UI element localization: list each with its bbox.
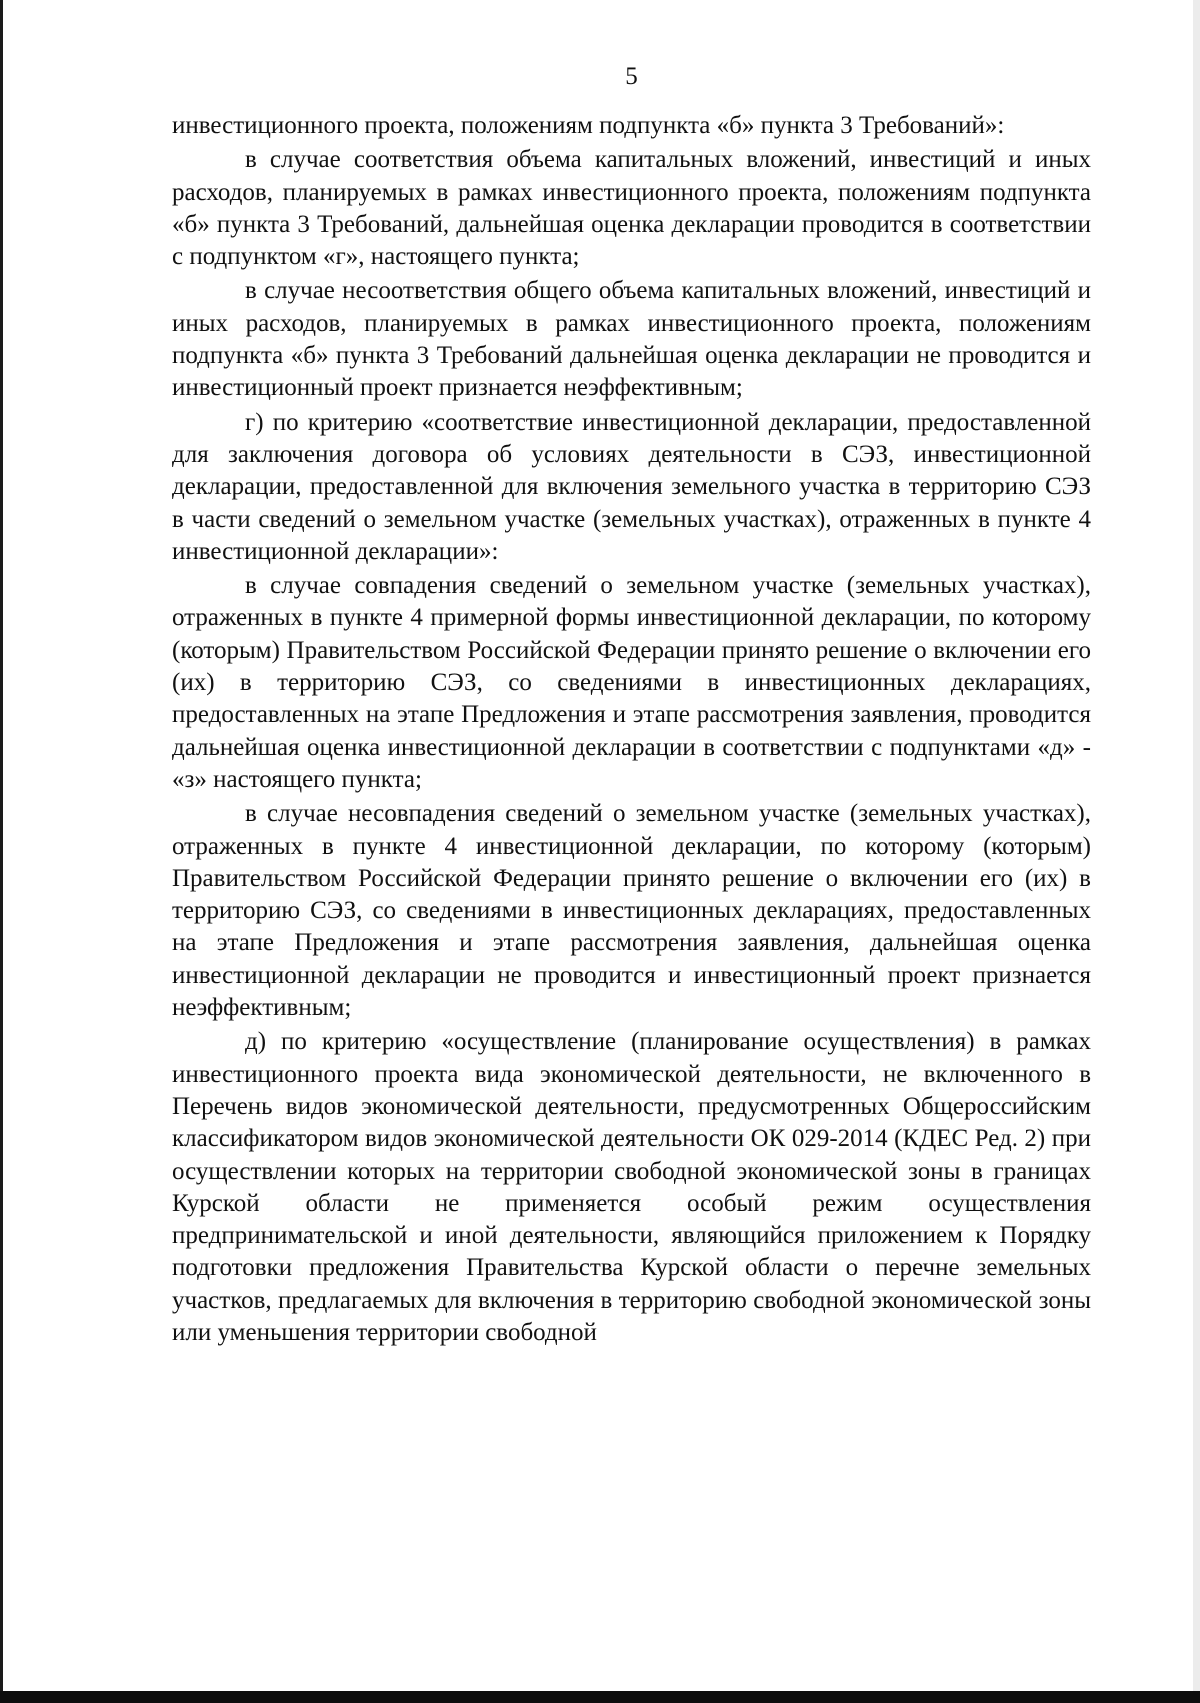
paragraph-mismatch-case: в случае несовпадения сведений о земельном участке (земельных участках), отраженных в пункте 4 инвестиционной декларации, по которому (которым) Правительством Российской Федерации принято решение о включении его (их) в территорию СЭЗ, со сведениями в инвестиционных декларациях, предоставленных на этапе Предложения и этапе рассмотрения заявления, дальнейшая оценка инвестиционной декларации не проводится и инвестиционный проект признается неэффективным; xyxy=(172,800,1091,1022)
scan-edge-left xyxy=(0,0,3,1703)
paragraph-continuation: инвестиционного проекта, положениям подпункта «б» пункта 3 Требований»: xyxy=(172,112,1005,139)
paragraph-compliance-case: в случае соответствия объема капитальных вложений, инвестиций и иных расходов, планируемых в рамках инвестиционного проекта, положениям подпункта «б» пункта 3 Требований, дальнейшая оценка декларации проводится в соответствии с подпунктом «г», настоящего пункта; xyxy=(172,146,1091,271)
document-body xyxy=(172,110,1091,1349)
paragraph-criterion-d: д) по критерию «осуществление (планирование осуществления) в рамках инвестиционного проекта вида экономической деятельности, не включенного в Перечень видов экономической деятельности, предусмотренных Общероссийским классификатором видов экономической деятельности ОК 029-2014 (КДЕС Ред. 2) при осуществлении которых на территории свободной экономической зоны в границах Курской области не применяется особый режим осуществления предпринимательской и иной деятельности, являющийся приложением к Порядку подготовки предложения Правительства Курской области о перечне земельных участков, предлагаемых для включения в территорию свободной экономической зоны или уменьшения территории свободной xyxy=(172,1028,1091,1346)
page-number: 5 xyxy=(625,63,638,90)
paragraph-criterion-g: г) по критерию «соответствие инвестиционной декларации, предоставленной для заключения договора об условиях деятельности в СЭЗ, инвестиционной декларации, предоставленной для включения земельного участка в территорию СЭЗ в части сведений о земельном участке (земельных участках), отраженных в пункте 4 инвестиционной декларации»: xyxy=(172,408,1091,565)
paragraph-match-case: в случае совпадения сведений о земельном участке (земельных участках), отраженных в пункте 4 примерной формы инвестиционной декларации, по которому (которым) Правительством Российской Федерации принято решение о включении его (их) в территорию СЭЗ, со сведениями в инвестиционных декларациях, предоставленных на этапе Предложения и этапе рассмотрения заявления, проводится дальнейшая оценка инвестиционной декларации в соответствии с подпунктами «д» - «з» настоящего пункта; xyxy=(172,572,1091,793)
document-page xyxy=(172,60,1091,1349)
scan-edge-right xyxy=(1193,0,1200,1703)
paragraph-noncompliance-case: в случае несоответствия общего объема капитальных вложений, инвестиций и иных расходов, планируемых в рамках инвестиционного проекта, положениям подпункта «б» пункта 3 Требований дальнейшая оценка декларации не проводится и инвестиционный проект признается неэффективным; xyxy=(172,277,1091,402)
scan-edge-bottom xyxy=(0,1691,1200,1703)
